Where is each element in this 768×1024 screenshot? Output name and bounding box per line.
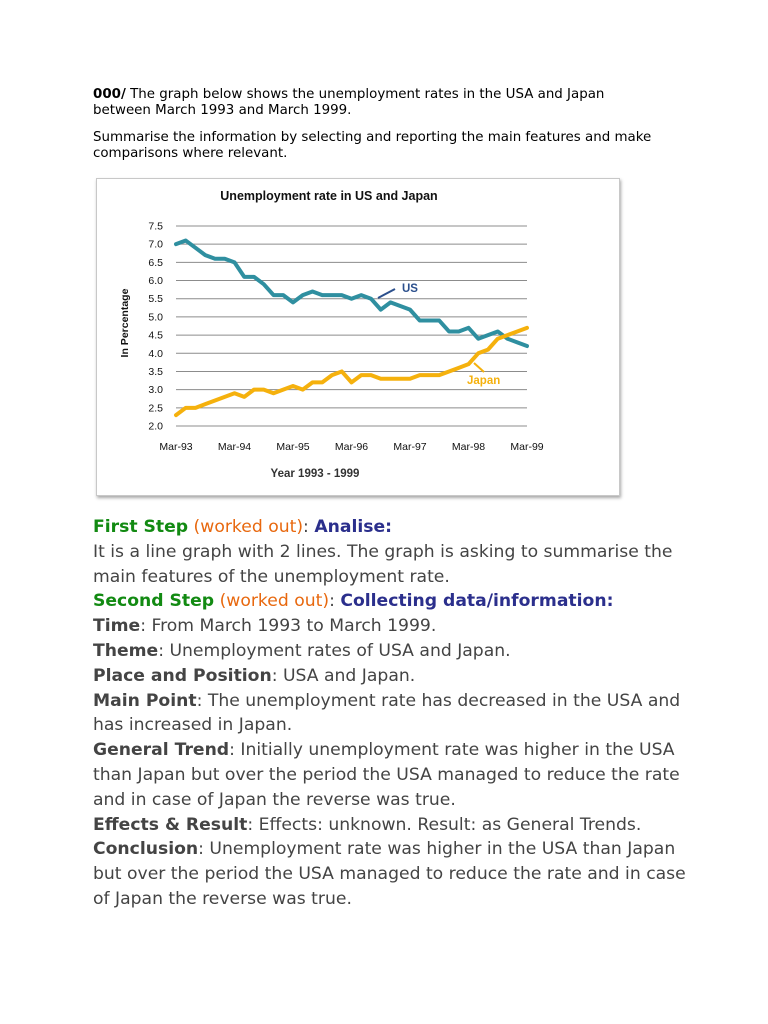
field-value: : The unemployment rate has decreased in the USA and has increased in Japan. — [93, 690, 681, 736]
second-step-heading — [93, 589, 693, 614]
field-label: General Trend — [93, 740, 230, 761]
worked-steps — [93, 515, 693, 912]
field-general-trend — [93, 738, 693, 812]
x-axis-ticks — [159, 441, 543, 453]
field-value: : USA and Japan. — [271, 665, 416, 686]
y-axis-label: In Percentage — [119, 288, 131, 358]
us-leader-line — [378, 289, 395, 298]
field-time — [93, 614, 693, 639]
first-step-heading — [93, 515, 693, 540]
field-label: Effects & Result — [93, 814, 248, 835]
field-main-point — [93, 689, 693, 739]
field-label: Theme — [93, 640, 159, 661]
first-step-worked: (worked out) — [188, 517, 304, 537]
first-step-title: Analise: — [314, 517, 392, 537]
x-tick-label: Mar-93 — [159, 441, 193, 453]
y-tick-label: 3.0 — [148, 384, 163, 397]
y-tick-label: 5.5 — [148, 293, 163, 306]
us-series-label: US — [402, 283, 418, 295]
y-tick-label: 6.5 — [148, 256, 163, 269]
japan-leader-line — [474, 363, 484, 372]
field-value: : Unemployment rate was higher in the USA than Japan but over the period the USA managed to reduce the rate and in case of Japan the reverse was true. — [93, 839, 686, 909]
question-number: 000/ — [93, 87, 126, 102]
y-tick-label: 7.0 — [148, 238, 163, 251]
y-tick-label: 2.0 — [148, 420, 163, 433]
y-tick-label: 6.0 — [148, 275, 163, 288]
field-value: : Effects: unknown. Result: as General Trends. — [247, 814, 642, 835]
task-instructions: Summarise the information by selecting and reporting the main features and make comparisons where relevant. — [93, 130, 652, 161]
chart-svg — [97, 179, 619, 495]
y-tick-label: 7.5 — [148, 220, 163, 233]
field-effects-result — [93, 813, 693, 838]
japan-series-label: Japan — [467, 375, 501, 387]
y-tick-label: 2.5 — [148, 402, 163, 415]
chart-series — [176, 241, 527, 416]
chart-title: Unemployment rate in US and Japan — [220, 189, 438, 203]
second-step-worked: (worked out) — [214, 591, 330, 612]
field-label: Place and Position — [93, 665, 272, 686]
question-text: The graph below shows the unemployment rates in the USA and Japan between March 1993 and March 1999. — [93, 87, 605, 118]
unemployment-chart — [96, 178, 620, 496]
field-value: : From March 1993 to March 1999. — [140, 616, 437, 637]
y-tick-label: 4.0 — [148, 347, 163, 360]
question-intro — [93, 87, 653, 119]
second-step-title: Collecting data/information: — [340, 591, 614, 612]
field-value: : Unemployment rates of USA and Japan. — [158, 640, 511, 661]
first-step-colon: : — [303, 517, 315, 537]
field-label: Time — [93, 616, 141, 637]
field-theme — [93, 639, 693, 664]
field-label: Conclusion — [93, 839, 199, 860]
first-step-label: First Step — [93, 517, 189, 537]
x-tick-label: Mar-95 — [276, 441, 310, 453]
x-tick-label: Mar-94 — [217, 441, 252, 453]
field-value: : Initially unemployment rate was higher in the USA than Japan but over the period the USA managed to reduce the rate and in case of Japan the reverse was true. — [93, 740, 680, 810]
y-tick-label: 5.0 — [148, 311, 163, 324]
x-tick-label: Mar-98 — [451, 441, 486, 453]
field-conclusion — [93, 837, 693, 911]
field-label: Main Point — [93, 690, 197, 711]
x-tick-label: Mar-96 — [334, 441, 369, 453]
x-axis-label: Year 1993 - 1999 — [270, 468, 360, 480]
second-step-colon: : — [329, 591, 341, 612]
y-tick-label: 3.5 — [148, 365, 163, 378]
second-step-label: Second Step — [93, 591, 215, 612]
series-line-us — [176, 241, 527, 346]
y-tick-label: 4.5 — [148, 329, 163, 342]
x-tick-label: Mar-97 — [393, 441, 427, 453]
y-axis-ticks — [148, 221, 163, 433]
x-tick-label: Mar-99 — [510, 441, 544, 453]
field-place — [93, 664, 693, 689]
first-step-body: It is a line graph with 2 lines. The graph is asking to summarise the main features of the unemployment rate. — [93, 541, 673, 587]
